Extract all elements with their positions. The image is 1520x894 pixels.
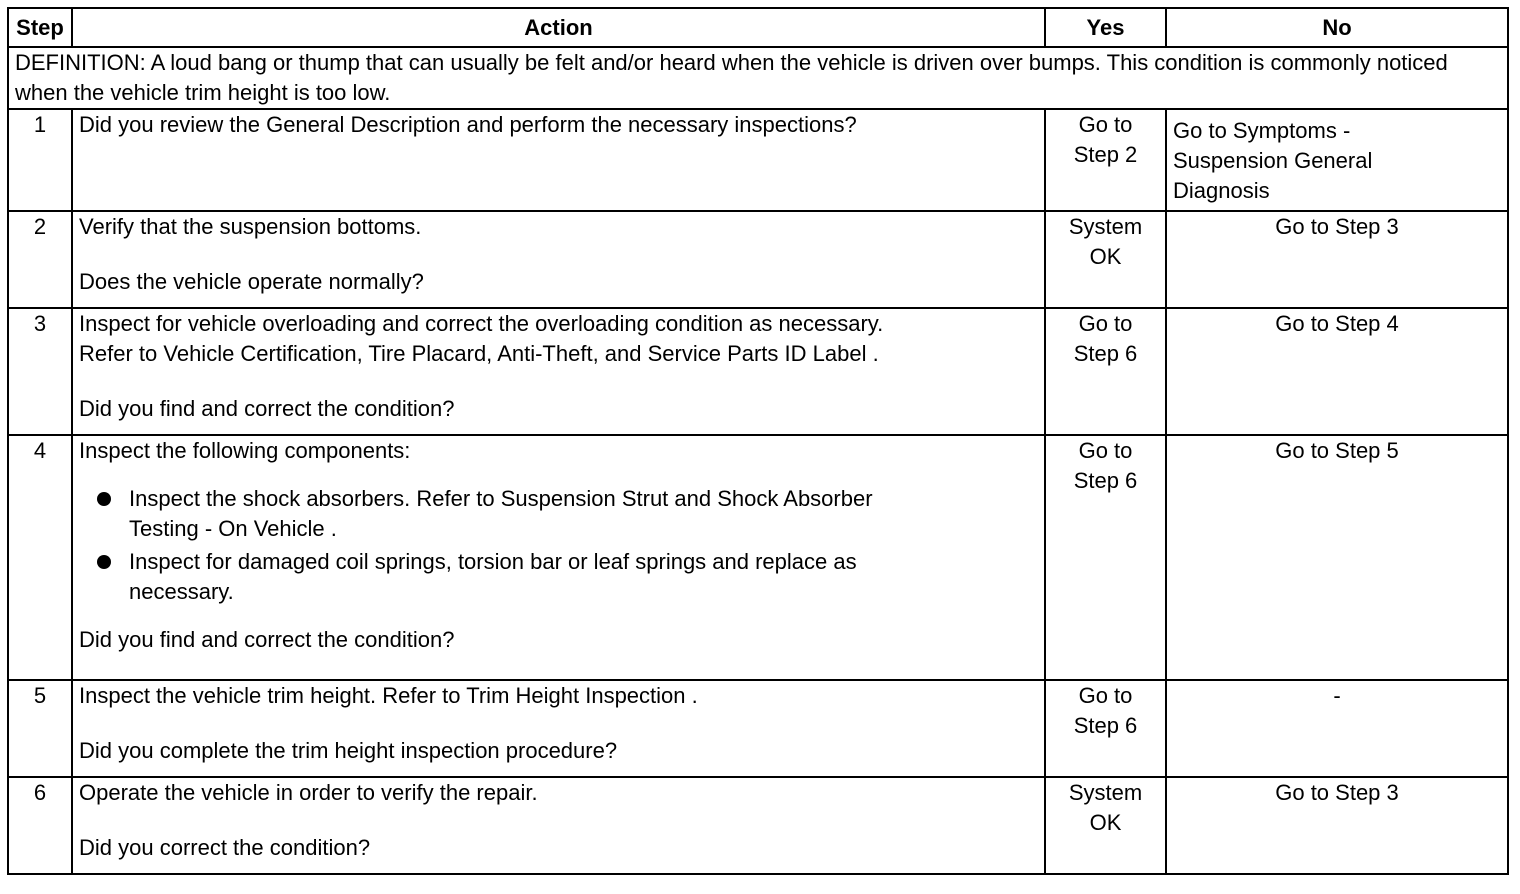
action-text: Inspect the vehicle trim height. Refer to Trim Height Inspection .: [79, 683, 698, 708]
yes-cell: [1045, 435, 1166, 680]
yes-text: System: [1068, 780, 1143, 805]
action-text: Refer to Vehicle Certification, Tire Placard, Anti-Theft, and Service Parts ID Label .: [79, 341, 879, 366]
step-number: 5: [8, 680, 72, 777]
no-text: Go to Symptoms -: [1173, 118, 1351, 143]
no-cell: [1166, 109, 1508, 211]
yes-cell: [1045, 308, 1166, 435]
yes-text: Step 6: [1073, 341, 1138, 366]
no-text: Diagnosis: [1173, 178, 1270, 203]
yes-text: Step 6: [1073, 713, 1138, 738]
yes-text: System: [1068, 214, 1143, 239]
step-number: 2: [8, 211, 72, 308]
step-number: 6: [8, 777, 72, 874]
bullet-text: Inspect for damaged coil springs, torsion bar or leaf springs and replace as: [129, 549, 857, 574]
action-cell: [72, 680, 1045, 777]
no-cell: [1166, 211, 1508, 308]
step-number: 3: [8, 308, 72, 435]
no-cell: [1166, 435, 1508, 680]
table-row: [8, 211, 1508, 308]
action-text: Inspect for vehicle overloading and correct the overloading condition as necessary.: [79, 311, 884, 336]
bullet-list: [79, 484, 1038, 607]
yes-text: OK: [1089, 244, 1122, 269]
no-text: Go to Step 5: [1275, 438, 1399, 463]
action-question: Does the vehicle operate normally?: [79, 269, 424, 294]
header-action: Action: [72, 8, 1045, 47]
action-question: Did you find and correct the condition?: [79, 396, 455, 421]
table-row: [8, 435, 1508, 680]
diagnostic-table: [7, 7, 1509, 875]
no-text: Suspension General: [1173, 148, 1373, 173]
list-item: [79, 547, 1038, 607]
list-item: [79, 484, 1038, 544]
yes-text: Step 6: [1073, 468, 1138, 493]
action-question: Did you find and correct the condition?: [79, 627, 455, 652]
action-question: Did you correct the condition?: [79, 835, 371, 860]
step-number: 1: [8, 109, 72, 211]
action-text: Inspect the following components:: [79, 438, 411, 463]
action-cell: [72, 308, 1045, 435]
no-text: Go to Step 3: [1275, 780, 1399, 805]
step-number: 4: [8, 435, 72, 680]
yes-text: Go to: [1078, 112, 1133, 137]
yes-text: Go to: [1078, 311, 1133, 336]
yes-cell: [1045, 777, 1166, 874]
action-text: Did you review the General Description and perform the necessary inspections?: [79, 112, 857, 137]
action-cell: [72, 435, 1045, 680]
action-cell: [72, 211, 1045, 308]
table-row: [8, 308, 1508, 435]
table-row: [8, 680, 1508, 777]
yes-text: OK: [1089, 810, 1122, 835]
action-cell: [72, 777, 1045, 874]
yes-text: Go to: [1078, 438, 1133, 463]
no-text: Go to Step 4: [1275, 311, 1399, 336]
yes-cell: [1045, 211, 1166, 308]
yes-cell: [1045, 680, 1166, 777]
no-cell: [1166, 777, 1508, 874]
bullet-text: Inspect the shock absorbers. Refer to Suspension Strut and Shock Absorber: [129, 486, 873, 511]
bullet-text: necessary.: [129, 579, 234, 604]
definition-text: DEFINITION: A loud bang or thump that can usually be felt and/or heard when the vehicle is driven over bumps. This condition is commonly noticed when the vehicle trim height is too low.: [8, 47, 1508, 109]
action-question: Did you complete the trim height inspection procedure?: [79, 738, 618, 763]
action-cell: [72, 109, 1045, 211]
table-row: [8, 777, 1508, 874]
table-row: [8, 109, 1508, 211]
header-yes: Yes: [1045, 8, 1166, 47]
header-row: [8, 8, 1508, 47]
yes-text: Step 2: [1073, 142, 1138, 167]
no-cell: [1166, 308, 1508, 435]
bullet-icon: [97, 492, 111, 506]
definition-row: [8, 47, 1508, 109]
action-text: Operate the vehicle in order to verify the repair.: [79, 780, 538, 805]
no-text: Go to Step 3: [1275, 214, 1399, 239]
yes-text: Go to: [1078, 683, 1133, 708]
no-text: -: [1333, 683, 1341, 708]
bullet-icon: [97, 555, 111, 569]
bullet-text: Testing - On Vehicle .: [129, 516, 337, 541]
yes-cell: [1045, 109, 1166, 211]
header-no: No: [1166, 8, 1508, 47]
header-step: Step: [8, 8, 72, 47]
no-cell: [1166, 680, 1508, 777]
action-text: Verify that the suspension bottoms.: [79, 214, 422, 239]
